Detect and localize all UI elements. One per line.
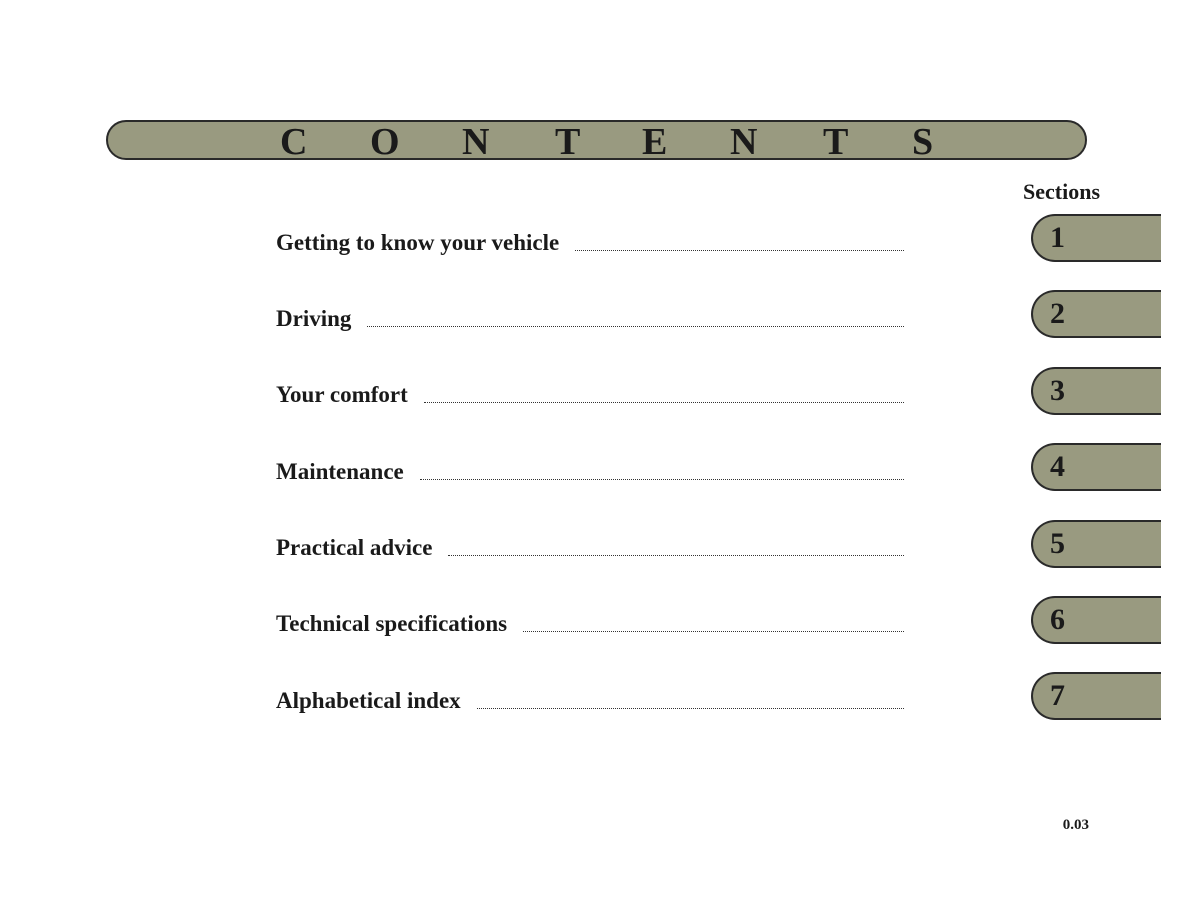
section-tab-7[interactable] [1031,672,1161,720]
dot-leader [477,707,904,709]
page-number: 0.03 [1062,817,1089,833]
section-number: 4 [1050,450,1065,483]
title-letter: E [642,121,668,163]
dot-leader [367,325,904,327]
toc-entry-label[interactable]: Alphabetical index [276,688,461,713]
toc-entry-maintenance[interactable] [276,455,904,485]
toc-entry-alphabetical-index[interactable] [276,684,904,714]
section-tab-5[interactable] [1031,520,1161,568]
section-number: 2 [1050,297,1065,330]
toc-entry-driving[interactable] [276,302,904,332]
toc-entry-practical-advice[interactable] [276,531,904,561]
section-tab-4[interactable] [1031,443,1161,491]
title-letter: T [823,121,849,163]
sections-heading: Sections [1023,179,1100,204]
section-number: 5 [1050,527,1065,560]
page-title [0,122,1200,162]
toc-entry-label[interactable]: Maintenance [276,459,404,484]
toc-entry-label[interactable]: Your comfort [276,382,408,407]
toc-entry-getting-to-know[interactable] [276,226,904,256]
section-number: 7 [1050,679,1065,712]
dot-leader [575,249,904,251]
title-letter: N [462,121,490,163]
dot-leader [523,630,904,632]
title-letter: N [730,121,758,163]
section-tab-3[interactable] [1031,367,1161,415]
toc-entry-technical-specifications[interactable] [276,607,904,637]
toc-entry-your-comfort[interactable] [276,378,904,408]
title-letter: O [370,121,400,163]
section-number: 6 [1050,603,1065,636]
toc-entry-label[interactable]: Practical advice [276,535,433,560]
section-tab-1[interactable] [1031,214,1161,262]
dot-leader [448,554,904,556]
toc-entry-label[interactable]: Driving [276,306,352,331]
toc-entry-label[interactable]: Technical specifications [276,611,508,636]
section-tab-2[interactable] [1031,290,1161,338]
section-number: 1 [1050,221,1065,254]
dot-leader [420,478,904,480]
dot-leader [424,401,904,403]
toc-entry-label[interactable]: Getting to know your vehicle [276,230,560,255]
title-letter: T [555,121,581,163]
section-number: 3 [1050,374,1065,407]
title-letter: C [280,121,308,163]
title-letter: S [912,121,934,163]
section-tab-6[interactable] [1031,596,1161,644]
